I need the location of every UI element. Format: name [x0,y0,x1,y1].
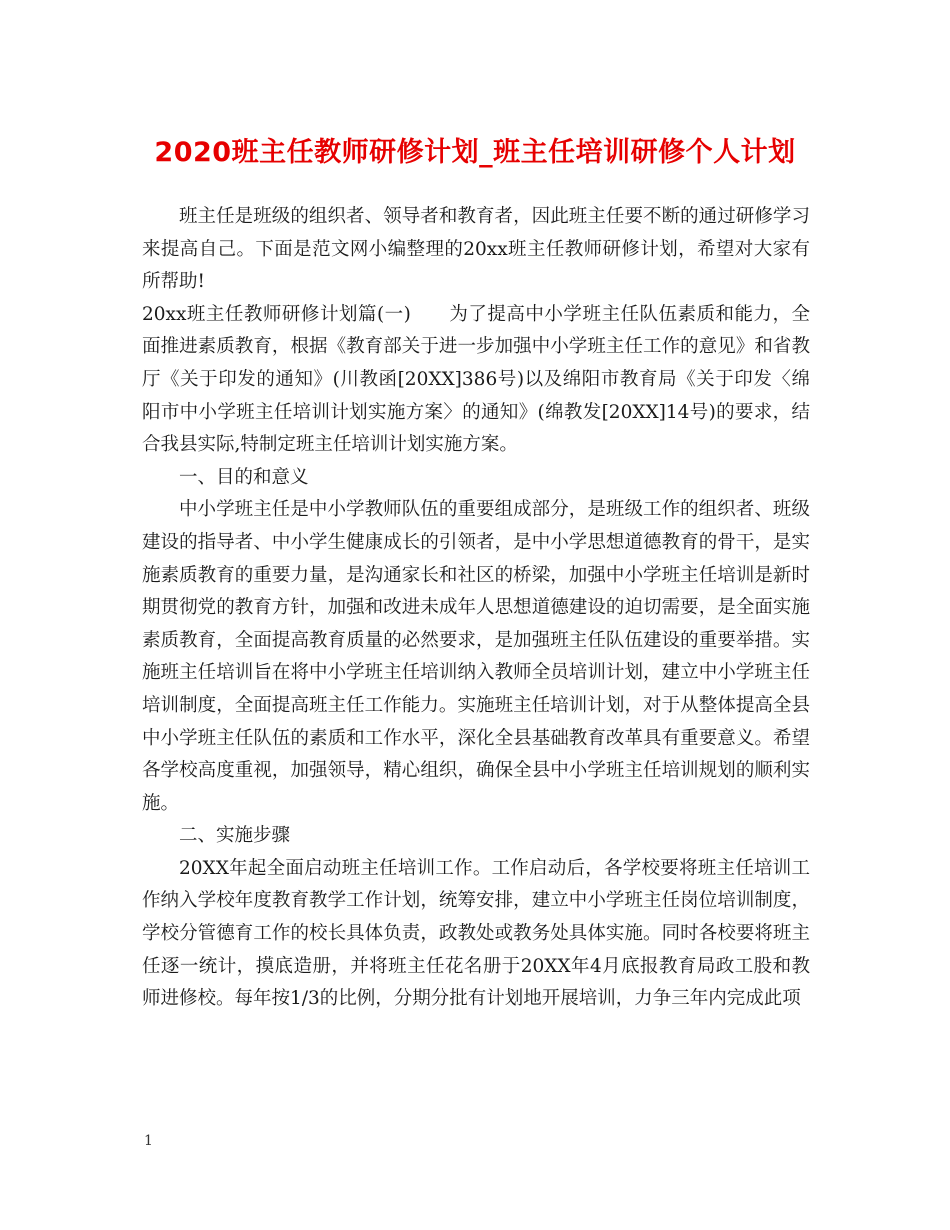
document-body [142,201,810,1016]
purpose-paragraph: 中小学班主任是中小学教师队伍的重要组成部分，是班级工作的组织者、班级建设的指导者、中小学生健康成长的引领者，是中小学思想道德教育的骨干，是实施素质教育的重要力量，是沟通家长和社区的桥梁，加强中小学班主任培训是新时期贯彻党的教育方针，加强和改进未成年人思想道德建设的迫切需要，是全面实施素质教育，全面提高教育质量的必然要求，是加强班主任队伍建设的重要举措。实施班主任培训旨在将中小学班主任培训纳入教师全员培训计划，建立中小学班主任培训制度，全面提高班主任工作能力。实施班主任培训计划，对于从整体提高全县中小学班主任队伍的素质和工作水平，深化全县基础教育改革具有重要意义。希望各学校高度重视，加强领导，精心组织，确保全县中小学班主任培训规划的顺利实施。 [142,499,810,814]
intro-paragraph: 班主任是班级的组织者、领导者和教育者，因此班主任要不断的通过研修学习来提高自己。下面是范文网小编整理的20xx班主任教师研修计划，希望对大家有所帮助! [142,206,810,293]
section-heading-purpose: 一、目的和意义 [179,466,309,488]
steps-paragraph: 20XX年起全面启动班主任培训工作。工作启动后，各学校要将班主任培训工作纳入学校年度教育教学工作计划，统筹安排，建立中小学班主任岗位培训制度，学校分管德育工作的校长具体负责，政教处或教务处具体实施。同时各校要将班主任逐一统计，摸底造册，并将班主任花名册于20XX年4月底报教育局政工股和教师进修校。每年按1/3的比例，分期分批有计划地开展培训，力争三年内完成此项 [142,857,810,1010]
plan-intro-paragraph: 20xx班主任教师研修计划篇(一) 为了提高中小学班主任队伍素质和能力，全面推进素质教育，根据《教育部关于进一步加强中小学班主任工作的意见》和省教厅《关于印发的通知》(川教函[20XX]386号)以及绵阳市教育局《关于印发〈绵阳市中小学班主任培训计划实施方案〉的通知》(绵教发[20XX]14号)的要求，结合我县实际,特制定班主任培训计划实施方案。 [142,303,810,456]
page-number: 1 [144,1133,153,1149]
section-heading-steps: 二、实施步骤 [179,825,291,847]
document-title: 2020班主任教师研修计划_班主任培训研修个人计划 [154,137,796,168]
